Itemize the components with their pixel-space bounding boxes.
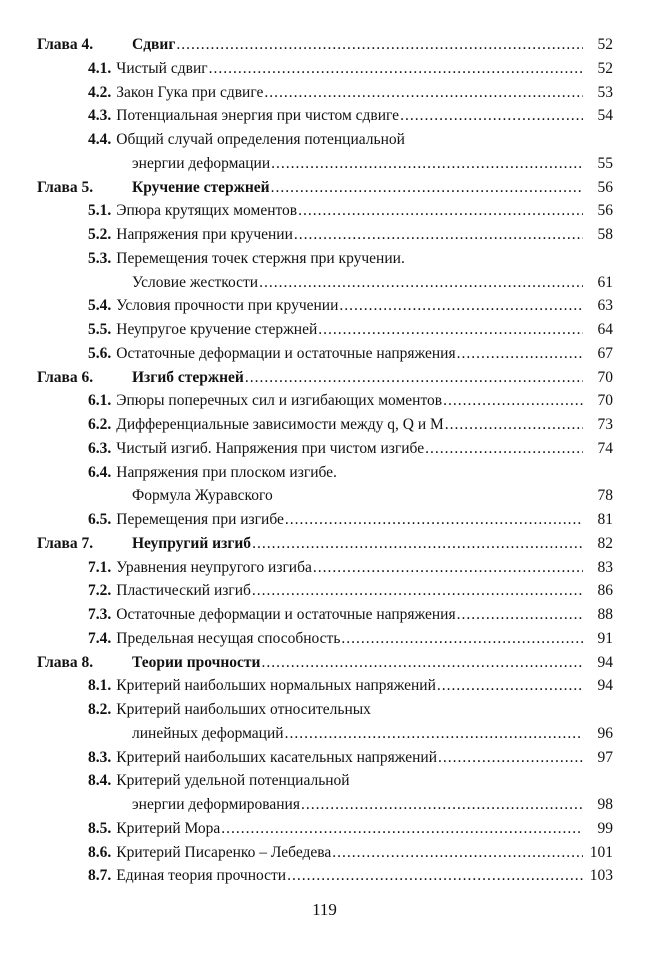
dot-leader <box>457 603 583 627</box>
toc-section <box>37 603 613 627</box>
page-ref: 94 <box>597 677 613 695</box>
page-ref: 61 <box>597 273 613 291</box>
dot-leader <box>301 793 583 817</box>
section-title-continued: энергии деформации <box>132 154 271 172</box>
toc-line <box>37 81 613 105</box>
dot-leader <box>341 627 583 651</box>
toc-section <box>37 413 613 437</box>
dot-leader <box>285 722 583 746</box>
section-title: Чистый изгиб. Напряжения при чистом изгибе <box>116 439 425 457</box>
section-number: 8.2. <box>88 701 112 718</box>
dot-leader <box>437 674 583 698</box>
section-title: Критерий удельной потенциальной <box>116 772 350 790</box>
section-title: Эпюры поперечных сил и изгибающих моментов <box>116 392 443 410</box>
toc-section <box>37 342 613 366</box>
section-title: Критерий Писаренко – Лебедева <box>116 843 332 861</box>
page-ref: 78 <box>597 487 613 505</box>
section-number: 6.1. <box>88 392 112 410</box>
page-ref: 96 <box>597 724 613 742</box>
toc-section <box>37 461 613 509</box>
dot-leader <box>438 746 583 770</box>
dot-leader <box>221 817 583 841</box>
dot-leader <box>271 176 583 200</box>
section-number: 8.6. <box>88 843 112 861</box>
dot-leader <box>261 651 583 675</box>
toc-section <box>37 104 613 128</box>
toc-line <box>37 651 613 675</box>
section-title: Единая теория прочности <box>116 867 287 885</box>
chapter-label: Глава 4. <box>37 36 94 53</box>
dot-leader <box>176 33 583 57</box>
section-title: Критерий наибольших касательных напряжений <box>116 748 437 766</box>
section-title-continued: линейных деформаций <box>132 724 284 742</box>
dot-leader <box>259 271 583 295</box>
toc-line <box>37 318 613 342</box>
section-number: 4.2. <box>88 83 112 101</box>
section-number: 4.4. <box>88 131 112 148</box>
chapter-title: Неупругий изгиб <box>132 534 252 552</box>
page-number: 119 <box>312 900 337 919</box>
page-ref: 58 <box>597 226 613 243</box>
page-ref: 86 <box>597 582 613 600</box>
toc-line <box>37 698 613 722</box>
toc-line <box>37 294 613 318</box>
dot-leader <box>339 294 583 318</box>
page-ref: 82 <box>597 534 613 552</box>
section-number: 8.5. <box>88 819 112 837</box>
dot-leader <box>445 413 583 437</box>
dot-leader <box>425 437 583 461</box>
section-number: 6.3. <box>88 439 112 457</box>
toc-section <box>37 817 613 841</box>
section-title: Закон Гука при сдвиге <box>116 83 264 101</box>
toc-line <box>37 556 613 580</box>
section-number: 5.2. <box>88 226 112 243</box>
section-title: Перемещения точек стержня при кручении. <box>116 249 405 267</box>
toc-section <box>37 508 613 532</box>
section-title: Перемещения при изгибе <box>116 511 284 528</box>
page-ref: 97 <box>597 748 613 766</box>
chapter-title: Теории прочности <box>132 653 261 671</box>
toc-line <box>37 841 613 865</box>
page-ref: 91 <box>597 629 613 647</box>
dot-leader <box>294 223 583 247</box>
toc-section <box>37 698 613 746</box>
section-title: Неупругое кручение стержней <box>116 321 318 338</box>
chapter-title: Изгиб стержней <box>132 368 244 386</box>
section-title: Остаточные деформации и остаточные напряжения <box>116 344 456 362</box>
toc-section <box>37 199 613 223</box>
dot-leader <box>287 864 583 888</box>
dot-leader <box>400 104 583 128</box>
toc-section <box>37 389 613 413</box>
section-number: 4.1. <box>88 59 112 77</box>
page-ref: 64 <box>597 321 613 338</box>
toc-section <box>37 864 613 888</box>
toc-line <box>37 57 613 81</box>
dot-leader <box>245 366 583 390</box>
page-ref: 81 <box>597 511 613 528</box>
toc-line <box>37 413 613 437</box>
toc-line <box>37 484 613 508</box>
dot-leader <box>313 556 583 580</box>
section-number: 5.3. <box>88 249 112 267</box>
dot-leader <box>285 508 583 532</box>
section-number: 5.6. <box>88 344 112 362</box>
page-ref: 55 <box>597 154 613 172</box>
dot-leader <box>298 199 583 223</box>
toc-line <box>37 199 613 223</box>
section-title: Пластический изгиб <box>116 582 251 600</box>
section-number: 7.3. <box>88 606 112 623</box>
toc-line <box>37 104 613 128</box>
chapter-title: Кручение стержней <box>132 178 270 196</box>
toc-line <box>37 674 613 698</box>
toc-line <box>37 793 613 817</box>
toc-line <box>37 769 613 793</box>
toc-section <box>37 247 613 295</box>
toc-line <box>37 247 613 271</box>
section-title: Эпюра крутящих моментов <box>116 202 298 220</box>
dot-leader <box>271 152 583 176</box>
toc-line <box>37 746 613 770</box>
table-of-contents <box>37 33 613 888</box>
section-number: 5.4. <box>88 297 112 315</box>
chapter-label: Глава 6. <box>37 368 94 386</box>
toc-section <box>37 57 613 81</box>
section-number: 7.4. <box>88 629 112 647</box>
toc-chapter <box>37 366 613 390</box>
dot-leader <box>264 81 583 105</box>
toc-section <box>37 746 613 770</box>
section-title: Общий случай определения потенциальной <box>116 131 405 148</box>
toc-section <box>37 556 613 580</box>
toc-line <box>37 579 613 603</box>
section-number: 8.4. <box>88 772 112 790</box>
section-number: 8.7. <box>88 867 112 885</box>
section-number: 8.3. <box>88 748 112 766</box>
dot-leader <box>332 841 583 865</box>
section-number: 6.5. <box>88 511 112 528</box>
page-ref: 99 <box>597 819 613 837</box>
toc-section <box>37 437 613 461</box>
page-ref: 63 <box>597 297 613 315</box>
chapter-label: Глава 5. <box>37 178 94 196</box>
page-ref: 70 <box>597 368 613 386</box>
toc-section <box>37 81 613 105</box>
dot-leader <box>318 318 583 342</box>
toc-section <box>37 627 613 651</box>
section-title: Критерий наибольших нормальных напряжений <box>116 677 436 695</box>
toc-section <box>37 318 613 342</box>
toc-line <box>37 271 613 295</box>
page-ref: 103 <box>589 867 613 885</box>
section-number: 6.4. <box>88 463 112 481</box>
toc-section <box>37 128 613 176</box>
page-ref: 70 <box>597 392 613 410</box>
chapter-title: Сдвиг <box>132 36 176 53</box>
dot-leader <box>252 532 583 556</box>
toc-line <box>37 366 613 390</box>
toc-line <box>37 152 613 176</box>
section-number: 6.2. <box>88 416 112 433</box>
section-title-continued: Условие жесткости <box>132 273 259 291</box>
toc-line <box>37 223 613 247</box>
page-ref: 101 <box>589 843 613 861</box>
section-title: Потенциальная энергия при чистом сдвиге <box>116 107 400 125</box>
toc-line <box>37 722 613 746</box>
dot-leader <box>443 389 583 413</box>
section-title: Критерий наибольших относительных <box>116 701 371 718</box>
toc-line <box>37 33 613 57</box>
toc-line <box>37 532 613 556</box>
dot-leader <box>252 579 583 603</box>
page-ref: 74 <box>597 439 613 457</box>
toc-line <box>37 603 613 627</box>
page-ref: 73 <box>597 416 613 433</box>
section-title: Дифференциальные зависимости между q, Q и M <box>116 416 444 433</box>
toc-chapter <box>37 532 613 556</box>
toc-section <box>37 579 613 603</box>
section-title-continued: Формула Журавского <box>132 487 273 505</box>
toc-chapter <box>37 651 613 675</box>
toc-line <box>37 176 613 200</box>
page-ref: 52 <box>597 59 613 77</box>
toc-section <box>37 294 613 318</box>
chapter-label: Глава 8. <box>37 653 94 671</box>
toc-line <box>37 128 613 152</box>
page-ref: 52 <box>597 36 613 53</box>
toc-section <box>37 223 613 247</box>
dot-leader <box>209 57 583 81</box>
section-number: 7.1. <box>88 558 112 576</box>
dot-leader <box>457 342 583 366</box>
toc-line <box>37 389 613 413</box>
toc-line <box>37 627 613 651</box>
toc-chapter <box>37 176 613 200</box>
toc-line <box>37 864 613 888</box>
section-title: Напряжения при плоском изгибе. <box>116 463 337 481</box>
toc-line <box>37 461 613 485</box>
chapter-label: Глава 7. <box>37 534 94 552</box>
toc-line <box>37 342 613 366</box>
toc-line <box>37 508 613 532</box>
section-title: Уравнения неупругого изгиба <box>116 558 312 576</box>
section-number: 7.2. <box>88 582 112 600</box>
section-number: 5.1. <box>88 202 112 220</box>
section-title-continued: энергии деформирования <box>132 796 300 813</box>
page-ref: 53 <box>597 83 613 101</box>
page-ref: 67 <box>597 344 613 362</box>
toc-section <box>37 769 613 817</box>
page-ref: 94 <box>597 653 613 671</box>
toc-line <box>37 817 613 841</box>
section-title: Условия прочности при кручении <box>116 297 339 315</box>
section-number: 4.3. <box>88 107 112 125</box>
section-title: Предельная несущая способность <box>116 629 341 647</box>
page-ref: 83 <box>597 558 613 576</box>
section-title: Остаточные деформации и остаточные напряжения <box>116 606 456 623</box>
page-ref: 98 <box>597 796 613 813</box>
section-title: Напряжения при кручении <box>116 226 293 243</box>
section-title: Чистый сдвиг <box>116 59 208 77</box>
toc-section <box>37 841 613 865</box>
page-ref: 88 <box>597 606 613 623</box>
section-number: 8.1. <box>88 677 112 695</box>
page-ref: 56 <box>597 178 613 196</box>
toc-chapter <box>37 33 613 57</box>
page-ref: 56 <box>597 202 613 220</box>
toc-line <box>37 437 613 461</box>
section-title: Критерий Мора <box>116 819 221 837</box>
toc-section <box>37 674 613 698</box>
section-number: 5.5. <box>88 321 112 338</box>
page-ref: 54 <box>597 107 613 125</box>
